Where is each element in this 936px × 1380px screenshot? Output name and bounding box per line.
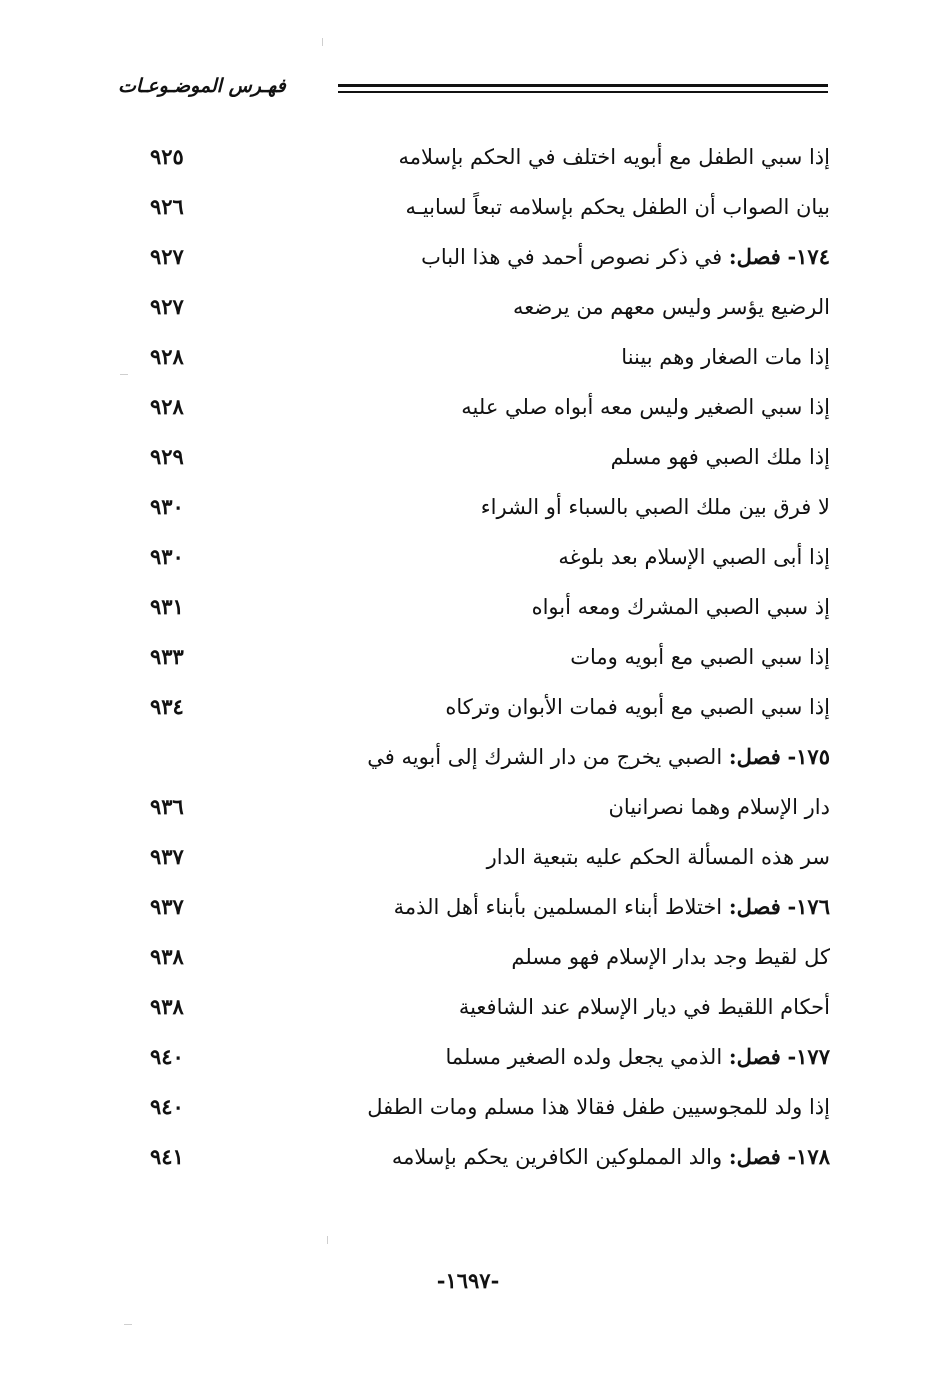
entry-page-number: ٩٣٧: [150, 844, 184, 869]
entry-page-number: ٩٢٥: [150, 144, 184, 169]
toc-entry: [110, 983, 830, 1033]
entry-page-number: ٩٤٠: [150, 1044, 184, 1069]
entry-title: [532, 591, 830, 623]
entry-title: [445, 691, 830, 723]
toc-entry: [110, 433, 830, 483]
toc-entry: [110, 933, 830, 983]
entry-title: [481, 491, 830, 523]
header-rule-thin: [338, 91, 828, 93]
entry-number: ١٧٤-: [787, 244, 830, 269]
entry-text: لا فرق بين ملك الصبي بالسباء أو الشراء: [480, 495, 830, 519]
entry-page-number: ٩٣٠: [150, 494, 184, 519]
entry-label: فصل:: [728, 894, 781, 919]
entry-label: فصل:: [728, 244, 781, 269]
toc-entry: [110, 633, 830, 683]
entry-text: الرضيع يؤسر وليس معهم من يرضعه: [513, 295, 830, 319]
entry-page-number: ٩٢٧: [150, 244, 184, 269]
entry-page-number: ٩٢٩: [150, 444, 184, 469]
header-title: فهـرس الموضـوعـات: [118, 75, 286, 97]
entry-label: فصل:: [728, 1044, 781, 1069]
entry-number: ١٧٧-: [787, 1044, 830, 1069]
entry-title: [459, 991, 830, 1023]
toc-entry: [110, 1083, 830, 1133]
toc-entry: [110, 1133, 830, 1183]
entry-page-number: ٩٢٨: [150, 344, 184, 369]
entry-title: [570, 641, 830, 673]
entry-page-number: ٩٣٨: [150, 994, 184, 1019]
entry-page-number: ٩٣٧: [150, 894, 184, 919]
toc-entry: [110, 383, 830, 433]
entry-text: والد المملوكين الكافرين يحكم بإسلامه: [391, 1145, 723, 1169]
entry-text: إذ سبي الصبي المشرك ومعه أبواه: [531, 595, 830, 619]
entry-text: إذا ملك الصبي فهو مسلم: [610, 445, 830, 469]
entry-number: ١٧٦-: [787, 894, 830, 919]
toc-entry: [110, 483, 830, 533]
entry-text: اختلاط أبناء المسلمين بأبناء أهل الذمة: [393, 895, 723, 919]
entry-text: إذا سبي الصبي مع أبويه فمات الأبوان وتركاه: [445, 695, 830, 719]
toc-entry: [110, 333, 830, 383]
entry-title: [367, 741, 830, 773]
entry-page-number: ٩٢٧: [150, 294, 184, 319]
toc-entry: [110, 683, 830, 733]
entry-page-number: ٩٤١: [150, 1144, 184, 1169]
toc-entry: [110, 183, 830, 233]
entry-title: [445, 1041, 830, 1073]
toc-entry: [110, 533, 830, 583]
toc-entry: [110, 233, 830, 283]
scan-mark: [322, 38, 323, 46]
entry-page-number: ٩٣٣: [150, 644, 184, 669]
entry-text: إذا سبي الصغير وليس معه أبواه صلي عليه: [461, 395, 830, 419]
toc-entry: [110, 883, 830, 933]
entry-title: [513, 291, 830, 323]
entry-page-number: ٩٣١: [150, 594, 184, 619]
entry-title: [487, 841, 830, 873]
entry-text: الذمي يجعل ولده الصغير مسلما: [445, 1045, 723, 1069]
entry-text: الصبي يخرج من دار الشرك إلى أبويه في: [367, 745, 723, 769]
entry-text: سر هذه المسألة الحكم عليه بتبعية الدار: [486, 845, 830, 869]
entry-title: [398, 141, 830, 173]
entry-text: إذا ولد للمجوسيين طفل فقالا هذا مسلم ومات الطفل: [367, 1095, 830, 1119]
entry-title: [511, 941, 830, 973]
entry-page-number: ٩٣٠: [150, 544, 184, 569]
toc-entry: [110, 783, 830, 833]
entry-page-number: ٩٣٤: [150, 694, 184, 719]
entry-page-number: ٩٣٦: [150, 794, 184, 819]
entry-page-number: ٩٢٨: [150, 394, 184, 419]
entry-title: [608, 791, 830, 823]
entry-text: إذا سبي الطفل مع أبويه اختلف في الحكم بإسلامه: [398, 145, 830, 169]
entry-text: إذا سبي الصبي مع أبويه ومات: [570, 645, 830, 669]
toc-entry: [110, 833, 830, 883]
entry-text: أحكام اللقيط في ديار الإسلام عند الشافعية: [458, 995, 830, 1019]
entry-title: [367, 1091, 830, 1123]
entry-text: بيان الصواب أن الطفل يحكم بإسلامه تبعاً لسابيـه: [405, 195, 830, 219]
toc-entry: [110, 733, 830, 783]
entry-number: ١٧٨-: [787, 1144, 830, 1169]
entry-title: [611, 441, 830, 473]
scan-mark: [124, 1324, 132, 1325]
entry-title: [421, 241, 830, 273]
toc-entry: [110, 283, 830, 333]
entry-title: [558, 541, 830, 573]
entry-label: فصل:: [728, 744, 781, 769]
entry-text: إذا أبى الصبي الإسلام بعد بلوغه: [558, 545, 830, 569]
scan-mark: [327, 1236, 328, 1244]
entry-title: [394, 891, 830, 923]
header-rule: [338, 84, 828, 87]
footer-page-number: -١٦٩٧-: [436, 1268, 500, 1293]
entry-page-number: ٩٣٨: [150, 944, 184, 969]
entry-title: [405, 191, 830, 223]
entry-number: ١٧٥-: [787, 744, 830, 769]
entry-title: [461, 391, 830, 423]
entry-label: فصل:: [728, 1144, 781, 1169]
entry-title: [392, 1141, 830, 1173]
entry-text: في ذكر نصوص أحمد في هذا الباب: [421, 245, 723, 269]
entry-text: كل لقيط وجد بدار الإسلام فهو مسلم: [511, 945, 830, 969]
entry-page-number: ٩٤٠: [150, 1094, 184, 1119]
entry-page-number: ٩٢٦: [150, 194, 184, 219]
entry-text: دار الإسلام وهما نصرانيان: [608, 795, 830, 819]
toc-entry: [110, 583, 830, 633]
toc-entry: [110, 1033, 830, 1083]
toc-entries: [110, 133, 830, 1183]
toc-entry: [110, 133, 830, 183]
entry-title: [621, 341, 830, 373]
entry-text: إذا مات الصغار وهم بيننا: [621, 345, 830, 369]
